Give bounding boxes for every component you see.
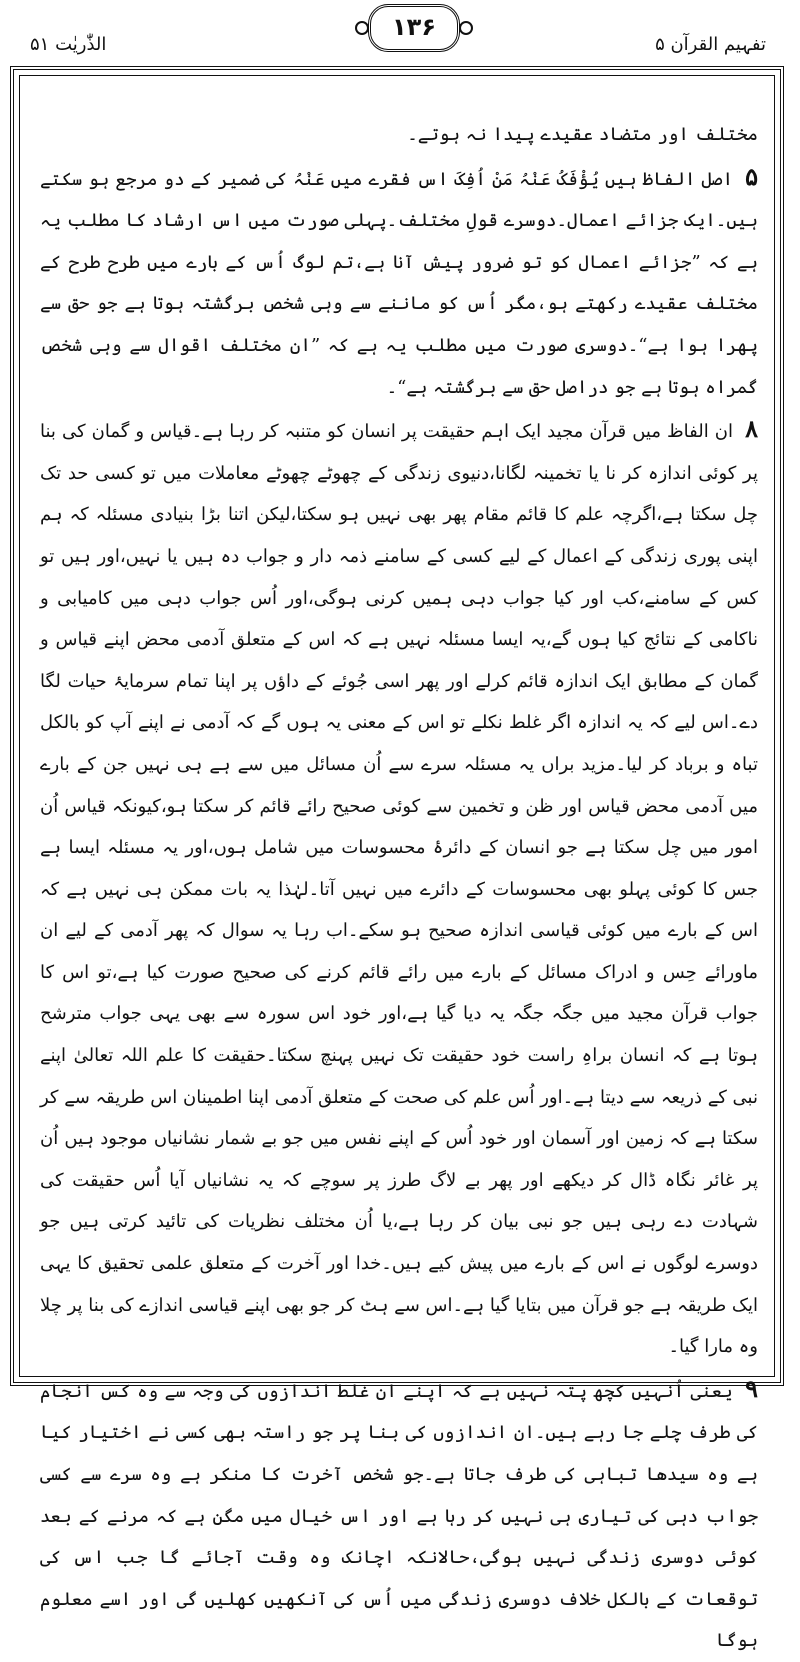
footnote-text: یعنی اُنہیں کچھ پتہ نہیں ہے کہ اپنے ان غلط اندازوں کی وجہ سے وہ کس انجام کی طرف چلے جا رہے ہیں۔ان اندازوں کی بنا پر جو راستہ بھی کسی نے اختیار کیا ہے وہ سیدھا تباہی کی طرف جاتا ہے۔جو شخص آخرت کا منکر ہے وہ سرے سے کسی جواب دہی کی تیاری ہی نہیں کر رہا ہے اور اس خیال میں مگن ہے کہ مرنے کے بعد کوئی دوسری زندگی نہیں ہوگی،حالانکہ اچانک وہ وقت آجائے گا جب اس کی توقعات کے بالکل خلاف دوسری زندگی میں اُس کی آنکھیں کھلیں گی اور اسے معلوم ہوگا (40, 1380, 758, 1652)
commentary-body (40, 114, 758, 1662)
book-title: تفہیم القرآن ۵ (655, 34, 766, 55)
footnote-8 (40, 408, 758, 1368)
footnote-marker: ۹ (745, 1373, 758, 1403)
page-number: ۱۳۶ (368, 4, 460, 52)
footnote-9 (40, 1368, 758, 1662)
page-header (0, 0, 800, 62)
footnote-marker: ۸ (745, 414, 758, 444)
footnote-text: ان الفاظ میں قرآن مجید ایک اہم حقیقت پر انسان کو متنبہ کر رہا ہے۔قیاس و گمان کی بنا پر کوئی اندازہ کر نا یا تخمینہ لگانا،دنیوی زندگی کے چھوٹے چھوٹے معاملات میں تو کسی حد تک چل سکتا ہے،اگرچہ علم کا قائم مقام پھر بھی نہیں ہو سکتا،لیکن اتنا بڑا بنیادی مسئلہ کہ ہم اپنی پوری زندگی کے اعمال کے لیے کسی کے سامنے ذمہ دار و جواب دہ ہیں یا نہیں،اور ہیں تو کس کے سامنے،کب اور کیا جواب دہی ہمیں کرنی ہوگی،اور اُس جواب دہی میں کامیابی و ناکامی کے نتائج کیا ہوں گے،یہ ایسا مسئلہ نہیں ہے کہ اس کے متعلق آدمی محض اپنے قیاس و گمان کے مطابق ایک اندازہ قائم کرلے اور پھر اسی جُوئے کے داؤں پر اپنا تمام سرمایۂ حیات لگا دے۔اس لیے کہ یہ اندازہ اگر غلط نکلے تو اس کے معنی یہ ہوں گے کہ آدمی نے اپنے آپ کو بالکل تباہ و برباد کر لیا۔مزید براں یہ مسئلہ سرے سے اُن مسائل میں سے ہے ہی نہیں جن کے بارے میں آدمی محض قیاس اور ظن و تخمین سے کوئی صحیح رائے قائم کر سکتا ہو،کیونکہ قیاس اُن امور میں چل سکتا ہے جو انسان کے دائرۂ محسوسات میں شامل ہوں،اور یہ مسئلہ ایسا ہے جس کا کوئی پہلو بھی محسوسات کے دائرے میں نہیں آتا۔لہٰذا یہ بات ممکن ہی نہیں ہے کہ اس کے بارے میں کوئی قیاسی اندازہ صحیح ہو سکے۔اب رہا یہ سوال کہ پھر آدمی کے لیے ان ماورائے حِس و ادراک مسائل کے بارے میں رائے قائم کرنے کی صحیح صورت کیا ہے،تو اس کا جواب قرآن مجید میں جگہ جگہ یہ دیا گیا ہے،اور خود اس سورہ سے بھی یہی جواب مترشح ہوتا ہے کہ انسان براہِ راست خود حقیقت تک نہیں پہنچ سکتا۔حقیقت کا علم اللہ تعالیٰ اپنے نبی کے ذریعہ سے دیتا ہے۔اور اُس علم کی صحت کے متعلق آدمی اپنا اطمینان اس طریقہ سے کر سکتا ہے کہ زمین اور آسمان اور خود اُس کے اپنے نفس میں جو بے شمار نشانیاں موجود ہیں اُن پر غائر نگاہ ڈال کر دیکھے اور پھر بے لاگ طرز پر سوچے کہ یہ نشانیاں آیا اُس حقیقت کی شہادت دے رہی ہیں جو نبی بیان کر رہا ہے،یا اُن مختلف نظریات کی تائید کرتی ہیں جو دوسرے لوگوں نے اس کے بارے میں پیش کیے ہیں۔خدا اور آخرت کے متعلق علمی تحقیق کا یہی ایک طریقہ ہے جو قرآن میں بتایا گیا ہے۔اس سے ہٹ کر جو بھی اپنے قیاسی اندازے کی بنا پر چلا وہ مارا گیا۔ (40, 421, 758, 1358)
intro-line: مختلف اور متضاد عقیدے پیدا نہ ہوتے۔ (407, 124, 758, 145)
footnote-text: اصل الفاظ ہیں یُؤْفَکُ عَنْہُ مَنْ اُفِکَ اس فقرے میں عَنْہُ کی ضمیر کے دو مرجع ہو سکتے ہیں۔ایک جزائے اعمال۔دوسرے قولِ مختلف۔پہلی صورت میں اس ارشاد کا مطلب یہ ہے کہ ”جزائے اعمال کو تو ضرور پیش آنا ہے،تم لوگ اُس کے بارے میں طرح طرح کے مختلف عقیدے رکھتے ہو،مگر اُس کو ماننے سے وہی شخص برگشتہ ہوتا ہے جو حق سے پھرا ہوا ہے“۔دوسری صورت میں مطلب یہ ہے کہ ”ان مختلف اقوال سے وہی شخص گمراہ ہوتا ہے جو دراصل حق سے برگشتہ ہے“۔ (40, 168, 758, 398)
footnote-marker: ۵ (745, 161, 758, 191)
footnote-5 (40, 156, 758, 409)
surah-reference: الذّٰریٰت ۵۱ (30, 34, 107, 55)
